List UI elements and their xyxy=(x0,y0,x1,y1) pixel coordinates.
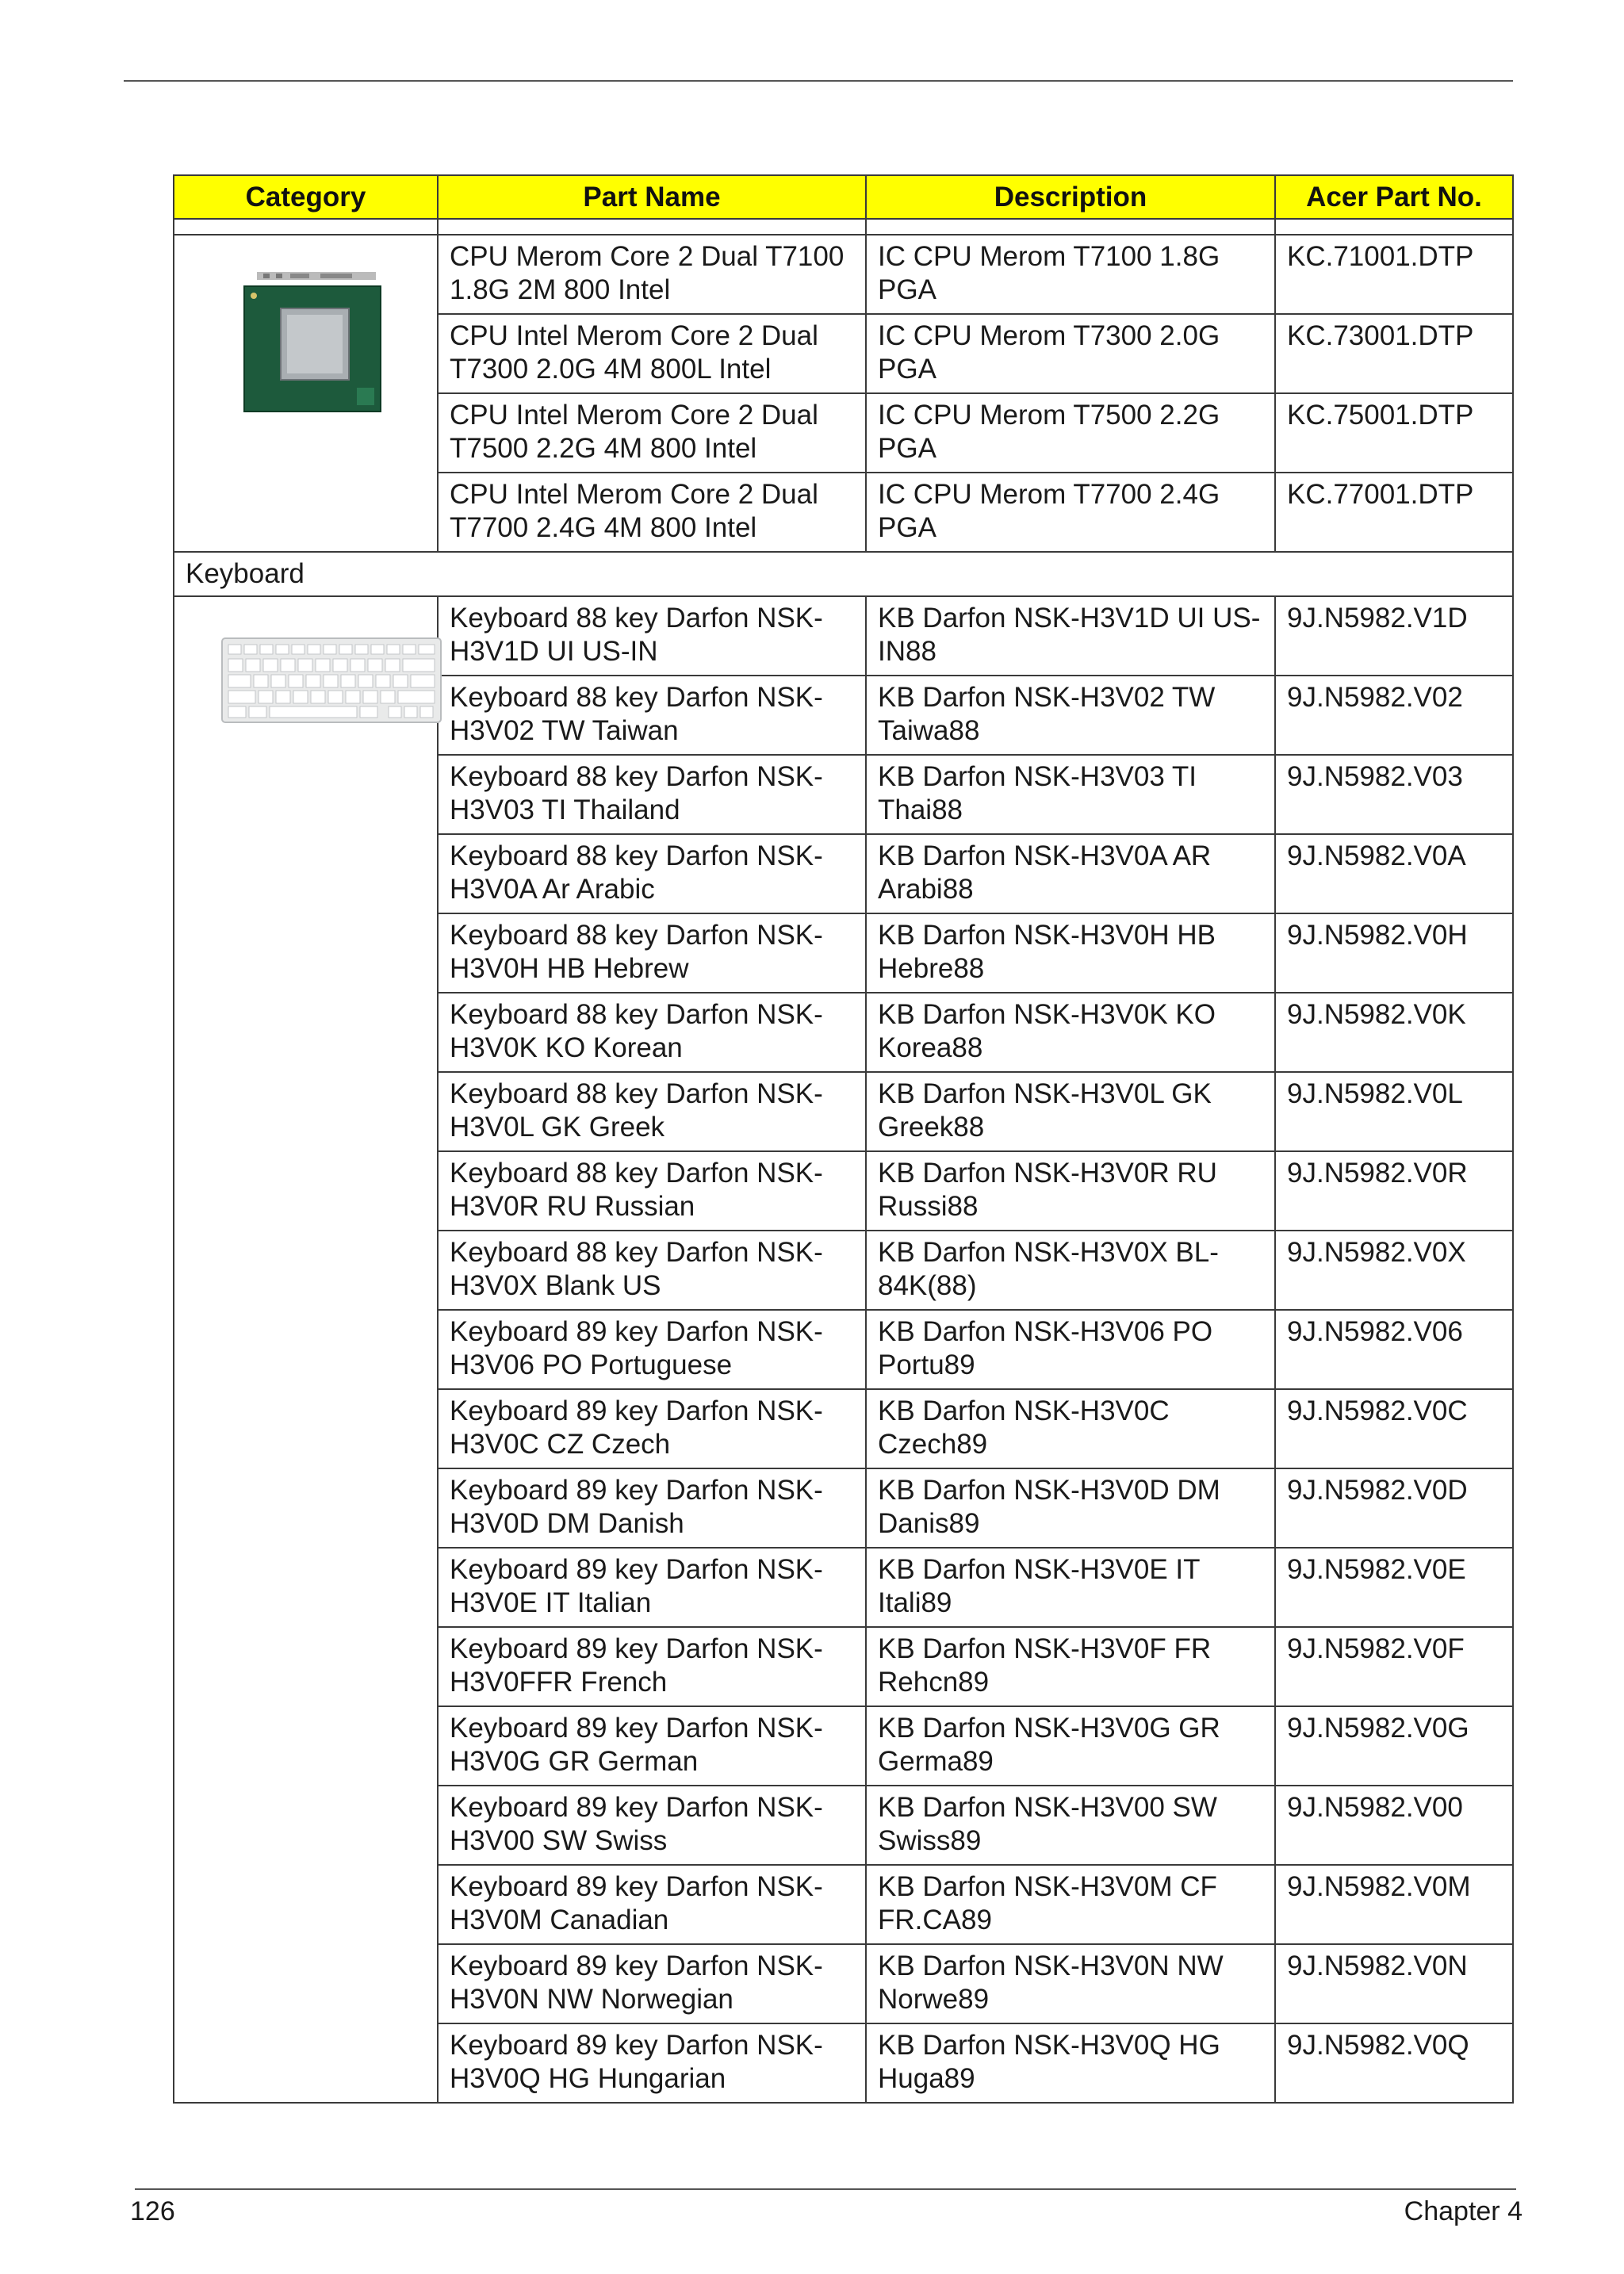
parts-table xyxy=(173,174,1514,2104)
part-name-cell: Keyboard 88 key Darfon NSK-H3V0K KO Korean xyxy=(438,993,866,1072)
part-no-cell: 9J.N5982.V0F xyxy=(1275,1627,1513,1706)
part-no-cell: 9J.N5982.V00 xyxy=(1275,1786,1513,1865)
description-cell: KB Darfon NSK-H3V0K KO Korea88 xyxy=(866,993,1275,1072)
description-cell: KB Darfon NSK-H3V0H HB Hebre88 xyxy=(866,913,1275,993)
part-name-cell: Keyboard 89 key Darfon NSK-H3V0FFR French xyxy=(438,1627,866,1706)
description-cell: KB Darfon NSK-H3V0F FR Rehcn89 xyxy=(866,1627,1275,1706)
part-no-cell: 9J.N5982.V03 xyxy=(1275,755,1513,834)
description-cell: KB Darfon NSK-H3V03 TI Thai88 xyxy=(866,755,1275,834)
header-description: Description xyxy=(866,175,1275,219)
header-part-name: Part Name xyxy=(438,175,866,219)
part-name-cell: Keyboard 88 key Darfon NSK-H3V03 TI Thailand xyxy=(438,755,866,834)
part-name-cell: Keyboard 88 key Darfon NSK-H3V02 TW Taiwan xyxy=(438,676,866,755)
part-name-cell: Keyboard 89 key Darfon NSK-H3V0Q HG Hungarian xyxy=(438,2023,866,2103)
description-cell: KB Darfon NSK-H3V0M CF FR.CA89 xyxy=(866,1865,1275,1944)
part-no-cell: 9J.N5982.V0C xyxy=(1275,1389,1513,1468)
cpu-chip-image xyxy=(241,269,400,419)
part-name-cell: CPU Intel Merom Core 2 Dual T7700 2.4G 4M 800 Intel xyxy=(438,473,866,552)
part-no-cell: 9J.N5982.V0X xyxy=(1275,1231,1513,1310)
description-cell: KB Darfon NSK-H3V0Q HG Huga89 xyxy=(866,2023,1275,2103)
part-no-cell: 9J.N5982.V02 xyxy=(1275,676,1513,755)
part-no-cell: 9J.N5982.V0N xyxy=(1275,1944,1513,2023)
header-category: Category xyxy=(174,175,438,219)
part-no-cell: 9J.N5982.V0E xyxy=(1275,1548,1513,1627)
description-cell: KB Darfon NSK-H3V0C Czech89 xyxy=(866,1389,1275,1468)
top-rule xyxy=(124,80,1513,82)
part-name-cell: Keyboard 88 key Darfon NSK-H3V0A Ar Arabic xyxy=(438,834,866,913)
description-cell: KB Darfon NSK-H3V0G GR Germa89 xyxy=(866,1706,1275,1786)
cpu-image-cell xyxy=(174,235,438,552)
description-cell: KB Darfon NSK-H3V0N NW Norwe89 xyxy=(866,1944,1275,2023)
description-cell: KB Darfon NSK-H3V0X BL-84K(88) xyxy=(866,1231,1275,1310)
part-no-cell: 9J.N5982.V0L xyxy=(1275,1072,1513,1151)
description-cell: KB Darfon NSK-H3V02 TW Taiwa88 xyxy=(866,676,1275,755)
part-no-cell: 9J.N5982.V0M xyxy=(1275,1865,1513,1944)
part-no-cell: 9J.N5982.V0K xyxy=(1275,993,1513,1072)
part-no-cell: KC.73001.DTP xyxy=(1275,314,1513,393)
part-name-cell: Keyboard 89 key Darfon NSK-H3V0E IT Italian xyxy=(438,1548,866,1627)
section-row-keyboard xyxy=(174,552,1513,596)
part-no-cell: 9J.N5982.V0G xyxy=(1275,1706,1513,1786)
part-no-cell: KC.71001.DTP xyxy=(1275,235,1513,314)
part-no-cell: 9J.N5982.V0R xyxy=(1275,1151,1513,1231)
header-separator-row xyxy=(174,219,1513,235)
part-name-cell: Keyboard 88 key Darfon NSK-H3V0H HB Hebrew xyxy=(438,913,866,993)
part-name-cell: Keyboard 89 key Darfon NSK-H3V0C CZ Czech xyxy=(438,1389,866,1468)
part-no-cell: KC.75001.DTP xyxy=(1275,393,1513,473)
description-cell: KB Darfon NSK-H3V06 PO Portu89 xyxy=(866,1310,1275,1389)
part-name-cell: Keyboard 89 key Darfon NSK-H3V0M Canadian xyxy=(438,1865,866,1944)
description-cell: KB Darfon NSK-H3V0D DM Danis89 xyxy=(866,1468,1275,1548)
table-row xyxy=(174,596,1513,676)
description-cell: KB Darfon NSK-H3V0A AR Arabi88 xyxy=(866,834,1275,913)
description-cell: IC CPU Merom T7700 2.4G PGA xyxy=(866,473,1275,552)
part-name-cell: Keyboard 89 key Darfon NSK-H3V0G GR German xyxy=(438,1706,866,1786)
table-row xyxy=(174,235,1513,314)
part-name-cell: Keyboard 89 key Darfon NSK-H3V00 SW Swiss xyxy=(438,1786,866,1865)
header-part-no: Acer Part No. xyxy=(1275,175,1513,219)
part-name-cell: Keyboard 88 key Darfon NSK-H3V0R RU Russian xyxy=(438,1151,866,1231)
description-cell: KB Darfon NSK-H3V0R RU Russi88 xyxy=(866,1151,1275,1231)
part-no-cell: 9J.N5982.V0D xyxy=(1275,1468,1513,1548)
part-no-cell: KC.77001.DTP xyxy=(1275,473,1513,552)
part-name-cell: Keyboard 89 key Darfon NSK-H3V0N NW Norwegian xyxy=(438,1944,866,2023)
description-cell: IC CPU Merom T7300 2.0G PGA xyxy=(866,314,1275,393)
description-cell: IC CPU Merom T7100 1.8G PGA xyxy=(866,235,1275,314)
part-name-cell: Keyboard 88 key Darfon NSK-H3V1D UI US-IN xyxy=(438,596,866,676)
description-cell: KB Darfon NSK-H3V0E IT Itali89 xyxy=(866,1548,1275,1627)
part-name-cell: Keyboard 89 key Darfon NSK-H3V0D DM Danish xyxy=(438,1468,866,1548)
section-label: Keyboard xyxy=(174,552,1513,596)
part-no-cell: 9J.N5982.V06 xyxy=(1275,1310,1513,1389)
chapter-label: Chapter 4 xyxy=(1404,2196,1522,2226)
part-name-cell: CPU Intel Merom Core 2 Dual T7300 2.0G 4M 800L Intel xyxy=(438,314,866,393)
part-name-cell: Keyboard 88 key Darfon NSK-H3V0X Blank US xyxy=(438,1231,866,1310)
description-cell: KB Darfon NSK-H3V00 SW Swiss89 xyxy=(866,1786,1275,1865)
part-name-cell: Keyboard 88 key Darfon NSK-H3V0L GK Greek xyxy=(438,1072,866,1151)
part-name-cell: CPU Intel Merom Core 2 Dual T7500 2.2G 4M 800 Intel xyxy=(438,393,866,473)
part-no-cell: 9J.N5982.V0H xyxy=(1275,913,1513,993)
page-number: 126 xyxy=(130,2196,175,2226)
description-cell: KB Darfon NSK-H3V1D UI US-IN88 xyxy=(866,596,1275,676)
part-no-cell: 9J.N5982.V0A xyxy=(1275,834,1513,913)
description-cell: IC CPU Merom T7500 2.2G PGA xyxy=(866,393,1275,473)
table-header-row xyxy=(174,175,1513,219)
part-no-cell: 9J.N5982.V0Q xyxy=(1275,2023,1513,2103)
keyboard-image-cell xyxy=(174,596,438,2103)
part-no-cell: 9J.N5982.V1D xyxy=(1275,596,1513,676)
part-name-cell: CPU Merom Core 2 Dual T7100 1.8G 2M 800 Intel xyxy=(438,235,866,314)
description-cell: KB Darfon NSK-H3V0L GK Greek88 xyxy=(866,1072,1275,1151)
part-name-cell: Keyboard 89 key Darfon NSK-H3V06 PO Portuguese xyxy=(438,1310,866,1389)
bottom-rule xyxy=(135,2188,1516,2190)
keyboard-image xyxy=(220,637,442,724)
